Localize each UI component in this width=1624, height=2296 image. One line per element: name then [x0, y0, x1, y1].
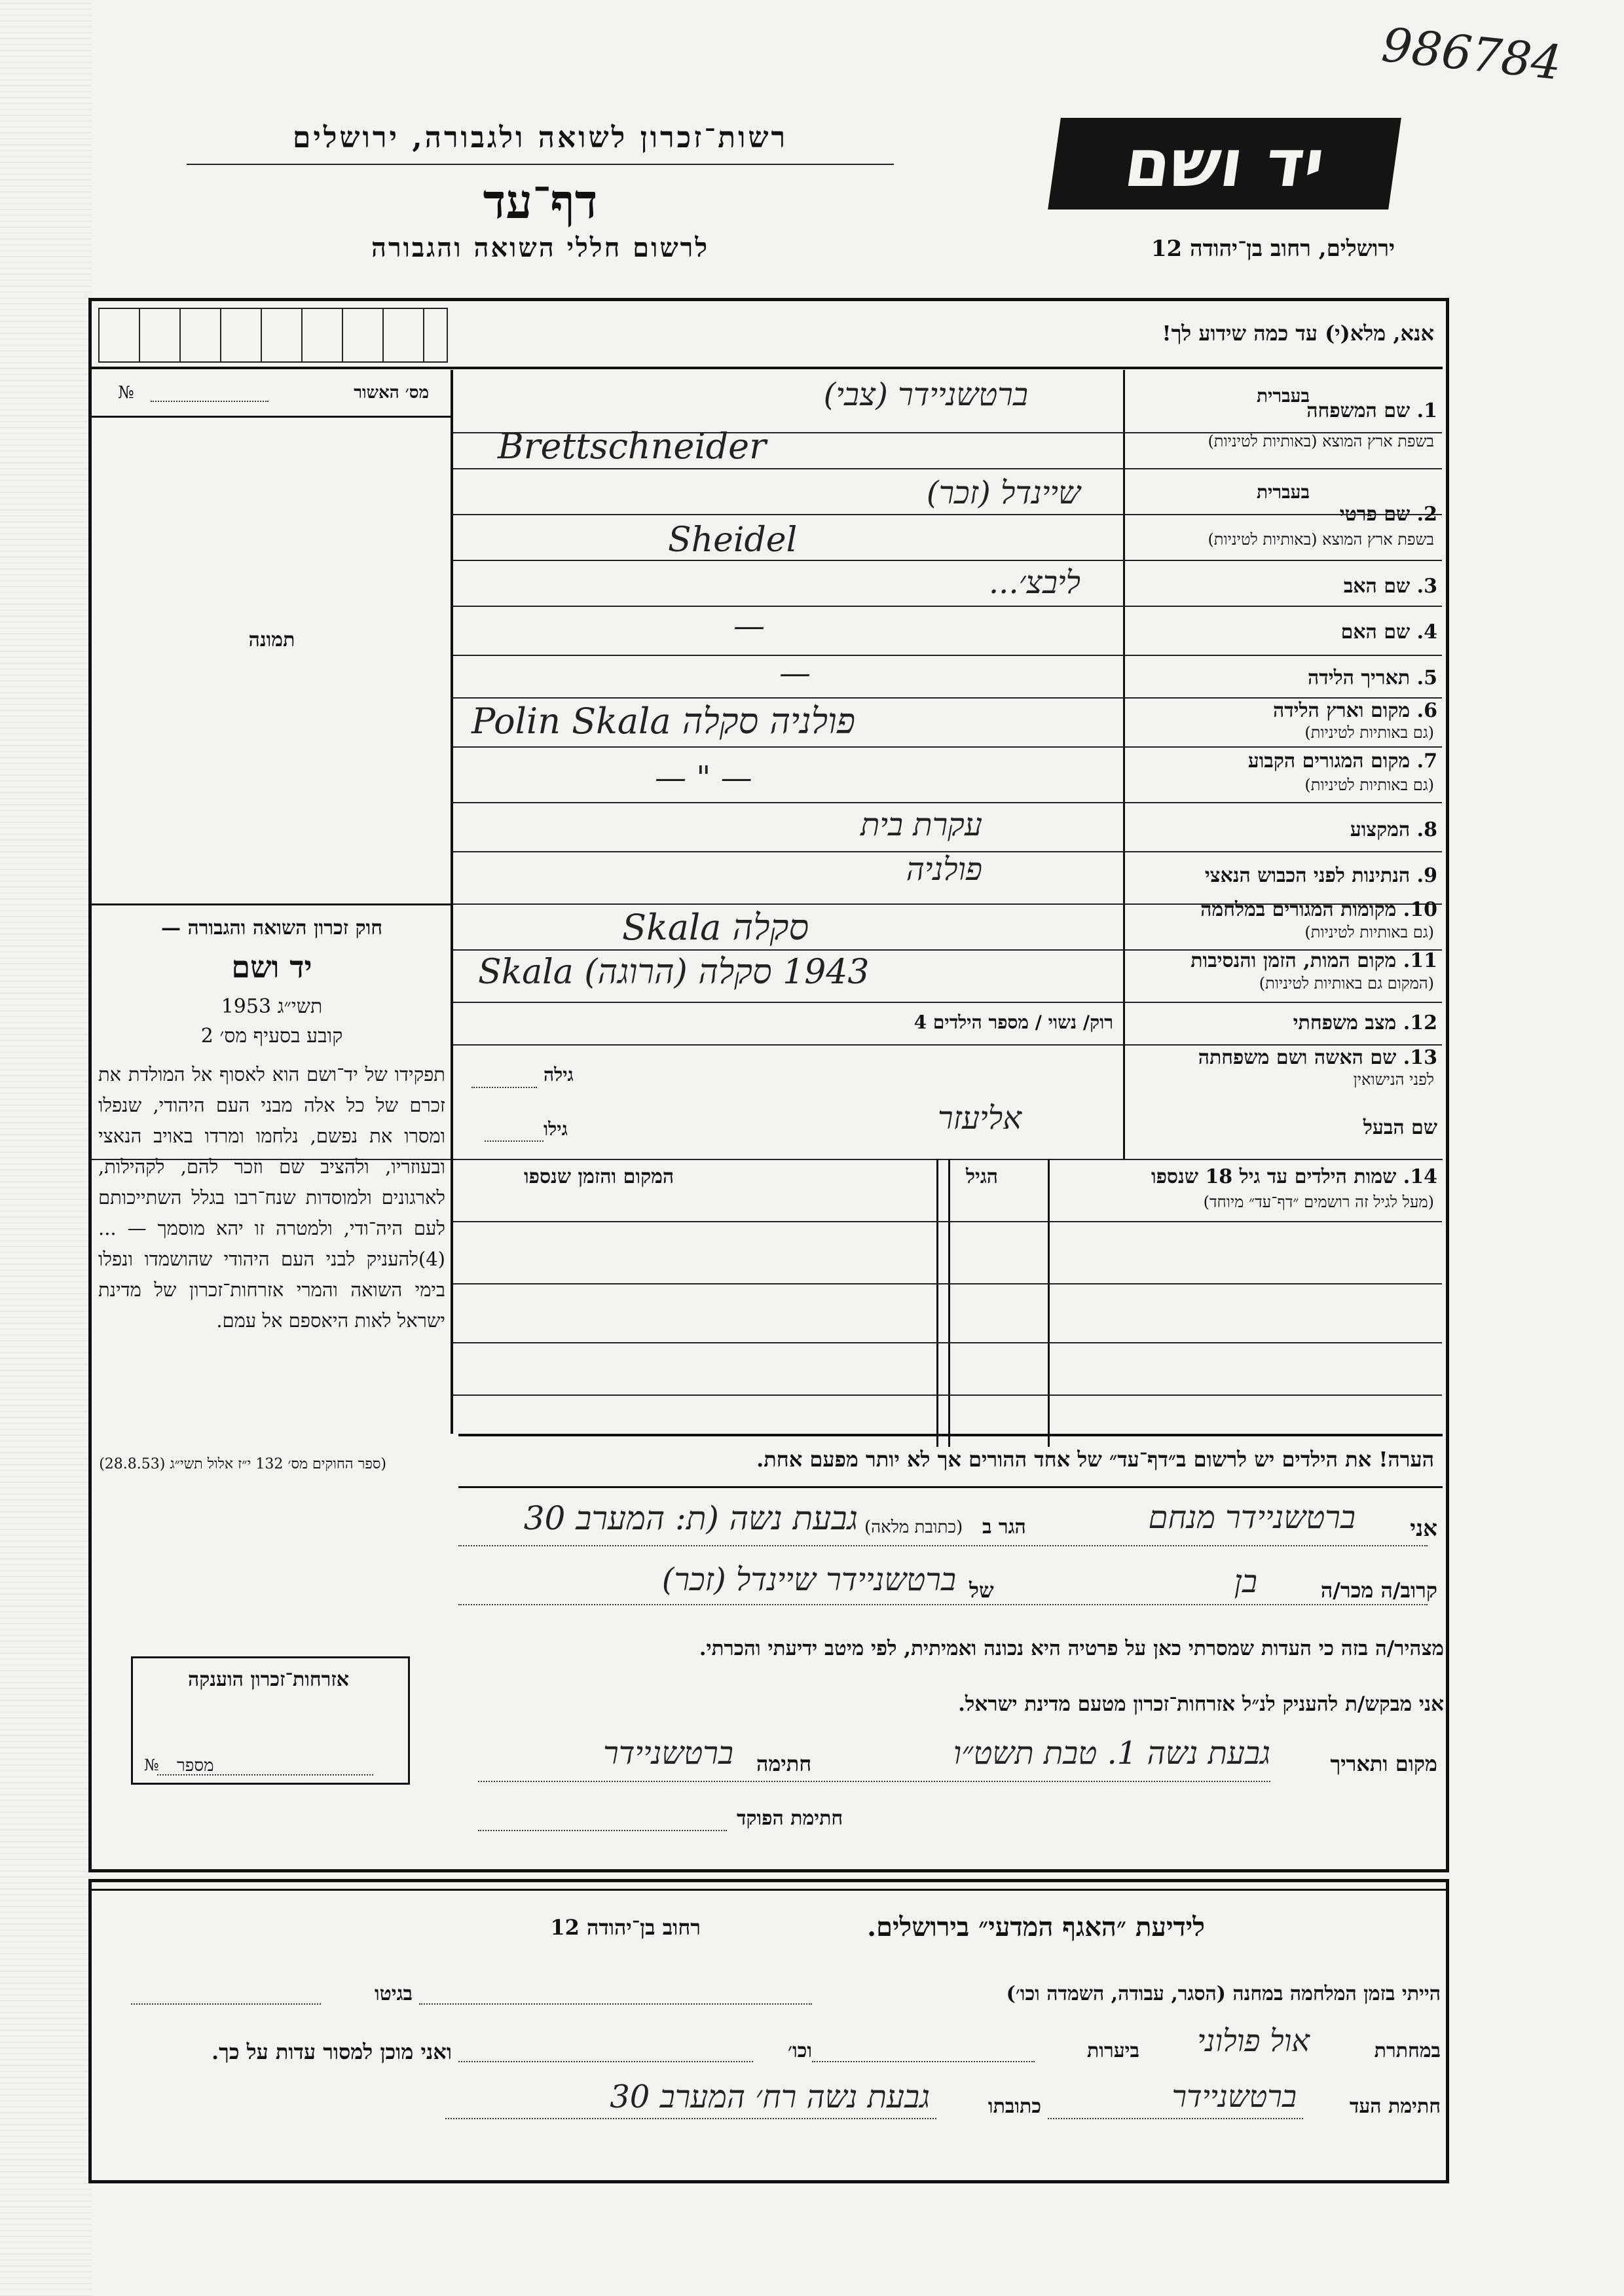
row-divider — [453, 514, 1442, 515]
approval-line — [151, 401, 268, 402]
citizenship-title: אזרחות־זכרון הוענקה — [187, 1668, 350, 1691]
field-1-hebrew-value[interactable]: ברטשניידר (צבי) — [823, 376, 1028, 413]
footer-line2-suffix: ואני מוכן למסור עדות על כך. — [211, 2039, 452, 2064]
field-7-text: מקום המגורים הקבוע — [1247, 750, 1411, 773]
field-7-num: 7. — [1416, 750, 1437, 773]
children-col-place: המקום והזמן שנספו — [524, 1165, 674, 1188]
divider — [458, 1486, 1443, 1488]
decl-official-label: חתימת הפוקד — [737, 1807, 843, 1830]
field-13-age-label: גילה — [544, 1064, 574, 1085]
photo-label: תמונה — [248, 629, 295, 651]
footer-line — [131, 2003, 321, 2005]
footer-line — [458, 2061, 753, 2062]
field-3-value[interactable]: ליבצ׳... — [988, 564, 1080, 601]
children-col-age: הגיל — [966, 1165, 999, 1188]
law-text: תפקידו של יד־ושם הוא לאסוף אל המולדת את זכרם של כל אלה מבני העם היהודי, שנפלו ומסרו את נפשם, נלחמו ומרדו באויב הנאצי ובעוזריו, ולהציב שם וזכר להם, לקהילות, לארגונים ולמוסדות שנח־רבו בגלל השתייכותם לעם היה־ודי, ולמטרה זו יהא מוסמך — ...(4)להעניק לבני העם היהודי שהושמדו ונפלו בימי השואה והמרי אזרחות־זכרון של מדינת ישראל לאות היאספם אל עמם. — [98, 1063, 445, 1332]
footer-line2-forests: ביערות — [1086, 2039, 1139, 2062]
row-divider — [92, 1159, 1443, 1160]
field-9-text: הנתינות לפני הכבוש הנאצי — [1204, 864, 1411, 887]
field-5-label — [1308, 666, 1437, 689]
field-7-label — [1248, 750, 1437, 773]
row-divider — [453, 697, 1442, 699]
field-2-label — [1340, 503, 1437, 526]
field-8-value[interactable]: עקרת בית — [860, 807, 982, 843]
field-6-num: 6. — [1416, 699, 1437, 722]
field-2-hebrew-value[interactable]: שיינדל (זכר) — [926, 475, 1080, 511]
footer-line2-prefix: במחתרת — [1374, 2039, 1441, 2062]
row-divider — [453, 1342, 1442, 1343]
decl-place-date[interactable]: גבעת נשה 1. טבת תשט״ו — [953, 1735, 1270, 1772]
decl-signature[interactable]: ברטשניידר — [603, 1735, 733, 1772]
law-clause: קובע בסעיף מס׳ 2 — [200, 1025, 343, 1048]
field-1-text: שם המשפחה — [1306, 399, 1411, 422]
field-7-value[interactable]: — " — — [655, 759, 752, 796]
archive-number: 986784 — [1379, 16, 1564, 91]
footer-line — [812, 2061, 1035, 2062]
decl-of-label: של — [969, 1578, 994, 1603]
divider — [92, 903, 452, 905]
footer-witness-sig-label: חתימת העד — [1349, 2095, 1441, 2118]
field-12-text: מצב משפחתי — [1293, 1011, 1397, 1034]
field-4-value[interactable]: — — [733, 608, 765, 644]
husband-label: שם הבעל — [1363, 1116, 1437, 1139]
field-11-value[interactable]: Skala (הרוגה) 1943 סקלה — [478, 953, 870, 992]
row-divider — [453, 1221, 1442, 1222]
decl-resides-label: הגר ב — [982, 1516, 1026, 1539]
field-11-note: (המקום גם באותיות לטיניות) — [1259, 974, 1434, 993]
field-9-label — [1205, 864, 1437, 887]
field-4-num: 4. — [1416, 621, 1437, 644]
age-line — [471, 1087, 537, 1088]
field-2-latin-tag: בשפת ארץ המוצא (באותיות לטיניות) — [1208, 530, 1434, 549]
footer-title: לידיעת ״האגף המדעי״ בירושלים. — [867, 1912, 1205, 1942]
field-13-text: שם האשה ושם משפחתה — [1198, 1046, 1397, 1069]
children-col-divider — [948, 1159, 950, 1447]
children-num: 14. — [1403, 1165, 1437, 1188]
decl-relation[interactable]: בן — [1234, 1563, 1257, 1600]
decl-signature-label: חתימה — [756, 1751, 812, 1776]
authority-name: רשות־זכרון לשואה ולגבורה, ירושלים — [292, 121, 788, 155]
row-divider — [453, 746, 1442, 748]
decl-line — [458, 1545, 1428, 1546]
children-label — [1151, 1165, 1437, 1188]
row-divider — [453, 468, 1442, 469]
field-1-label — [1306, 399, 1437, 422]
decl-address-note: (כתובת מלאה) — [864, 1518, 963, 1537]
footer-address: רחוב בן־יהודה 12 — [550, 1915, 701, 1940]
field-1-latin-value[interactable]: Brettschneider — [498, 426, 766, 467]
law-title: חוק זכרון השואה והגבורה — — [161, 917, 382, 939]
field-2-text: שם פרטי — [1339, 503, 1411, 526]
field-6-text: מקום וארץ הלידה — [1272, 699, 1411, 722]
decl-line — [458, 1604, 1428, 1605]
field-8-text: המקצוע — [1350, 818, 1411, 841]
field-8-num: 8. — [1416, 818, 1437, 841]
field-12-num: 12. — [1403, 1011, 1437, 1034]
field-2-latin-value[interactable]: Sheidel — [668, 520, 798, 560]
law-year: תשי״ג 1953 — [221, 995, 323, 1018]
field-1-latin-tag: בשפת ארץ המוצא (באותיות לטיניות) — [1208, 432, 1434, 450]
citizenship-no: № — [144, 1756, 159, 1774]
age-line — [485, 1140, 544, 1142]
approval-code-boxes — [98, 308, 448, 363]
decl-i-label: אני — [1410, 1516, 1437, 1542]
field-3-num: 3. — [1416, 575, 1437, 598]
field-7-note: (גם באותיות לטיניות) — [1304, 776, 1434, 794]
field-10-label — [1200, 898, 1437, 921]
form-title: דף־עד — [483, 173, 598, 229]
field-13-num: 13. — [1403, 1046, 1437, 1069]
approval-no: № — [118, 383, 134, 403]
decl-relative-label: קרוב/ה מכר/ה — [1320, 1578, 1437, 1603]
decl-statement-2: אני מבקש/ת להעניק לנ״ל אזרחות־זכרון מטעם מדינת ישראל. — [958, 1692, 1444, 1716]
decl-line — [478, 1781, 1270, 1782]
field-6-value[interactable]: Polin Skala פולניה סקלה — [471, 701, 856, 742]
law-reference: (ספר החוקים מס׳ 132 י״ז אלול תשי״ג (28.8.53) — [99, 1456, 386, 1472]
decl-name[interactable]: ברטשניידר מנחם — [1148, 1499, 1356, 1536]
divider — [92, 416, 452, 418]
divider — [451, 370, 453, 1159]
husband-value[interactable]: אליעזר — [938, 1100, 1022, 1137]
field-6-note: (גם באותיות לטיניות) — [1304, 723, 1434, 742]
decl-line — [478, 1830, 727, 1831]
approval-label: מס׳ האשור — [354, 383, 429, 403]
field-10-note: (גם באותיות לטיניות) — [1304, 923, 1434, 941]
field-6-label — [1273, 699, 1437, 722]
field-10-text: מקומות המגורים במלחמה — [1200, 898, 1397, 921]
field-11-label — [1190, 949, 1437, 972]
footer-line2-etc: וכו׳ — [788, 2039, 812, 2062]
field-8-label — [1350, 818, 1437, 841]
field-5-value[interactable]: — — [779, 655, 811, 691]
footer-line — [1048, 2118, 1303, 2119]
field-12-value[interactable]: רוק/ נשוי / מספר הילדים 4 — [913, 1011, 1113, 1033]
field-4-text: שם האם — [1340, 621, 1411, 644]
children-text: שמות הילדים עד גיל 18 שנספו — [1151, 1165, 1397, 1188]
remark-note: הערה! את הילדים יש לרשום ב״דף־עד״ של אחד ההורים אך לא יותר מפעם אחת. — [756, 1447, 1434, 1472]
footer-line1-suffix: בגיטו — [374, 1982, 413, 2005]
row-divider — [453, 1044, 1442, 1046]
row-divider — [453, 655, 1442, 656]
row-divider — [453, 1283, 1442, 1285]
field-11-num: 11. — [1403, 949, 1437, 972]
footer-line2-value[interactable]: אול פולוני — [1197, 2023, 1310, 2058]
field-3-text: שם האב — [1343, 575, 1411, 598]
logo-text: יד ושם — [1120, 125, 1329, 202]
decl-address[interactable]: גבעת נשה (ת: המערב 30 — [523, 1499, 858, 1537]
form-intro: אנא, מלא(י) עד כמה שידוע לך! — [1162, 321, 1434, 346]
field-2-num: 2. — [1416, 503, 1437, 526]
field-13-label — [1198, 1046, 1437, 1069]
decl-place-date-label: מקום ותאריך — [1330, 1751, 1437, 1776]
children-col-divider — [936, 1159, 938, 1447]
scan-margin-noise — [0, 0, 92, 2296]
field-9-num: 9. — [1416, 864, 1437, 887]
label-column-divider — [1123, 370, 1125, 1159]
field-11-text: מקום המות, הזמן והנסיבות — [1190, 949, 1397, 972]
footer-witness-addr[interactable]: גבעת נשה רח׳ המערב 30 — [610, 2079, 930, 2115]
field-10-num: 10. — [1403, 898, 1437, 921]
footer-line1-prefix: הייתי בזמן המלחמה במחנה (הסגר, עבודה, השמדה וכו׳) — [1006, 1982, 1441, 2005]
field-5-num: 5. — [1416, 666, 1437, 689]
citizenship-line — [157, 1774, 373, 1776]
field-9-value[interactable]: פולניה — [906, 851, 982, 888]
divider — [458, 1434, 1443, 1436]
field-1-num: 1. — [1416, 399, 1437, 422]
field-1-hebrew-tag: בעברית — [1256, 385, 1310, 407]
divider — [92, 367, 1443, 369]
yad-vashem-logo — [1048, 118, 1401, 210]
field-13-note: לפני הנישואין — [1353, 1070, 1434, 1089]
footer-line — [445, 2118, 936, 2119]
children-note: (מעל לגיל זה רושמים ״דף־עד״ מיוחד) — [1203, 1193, 1434, 1211]
footer-witness-addr-label: כתובתו — [987, 2095, 1041, 2118]
row-divider — [453, 1394, 1442, 1396]
decl-statement-1: מצהיר/ה בזה כי העדות שמסרתי כאן על פרטיה היא נכונה ואמיתית, לפי מיטב ידיעתי והכרתי. — [699, 1637, 1444, 1660]
row-divider — [453, 606, 1442, 607]
children-col-divider — [1048, 1159, 1050, 1447]
citizenship-number-label: מספר — [177, 1756, 214, 1776]
decl-of-value[interactable]: ברטשניידר שיינדל (זכר) — [661, 1561, 956, 1598]
row-divider — [453, 802, 1442, 803]
footer-line — [419, 2003, 812, 2005]
row-divider — [453, 1002, 1442, 1003]
field-2-hebrew-tag: בעברית — [1256, 481, 1310, 503]
field-5-text: תאריך הלידה — [1308, 666, 1411, 689]
husband-age-label: גילו — [544, 1118, 568, 1140]
footer-witness-sig[interactable]: ברטשניידר — [1172, 2079, 1297, 2114]
field-10-value[interactable]: Skala סקלה — [622, 907, 809, 948]
field-3-label — [1344, 575, 1437, 598]
field-12-label — [1293, 1011, 1437, 1034]
form-subtitle: לרשום חללי השואה והגבורה — [371, 232, 710, 263]
children-col-divider — [451, 1159, 453, 1434]
authority-underline — [187, 164, 894, 165]
institute-address: ירושלים, רחוב בן־יהודה 12 — [1151, 236, 1395, 262]
field-4-label — [1341, 621, 1437, 644]
law-name: יד ושם — [231, 949, 312, 985]
row-divider — [453, 560, 1442, 561]
